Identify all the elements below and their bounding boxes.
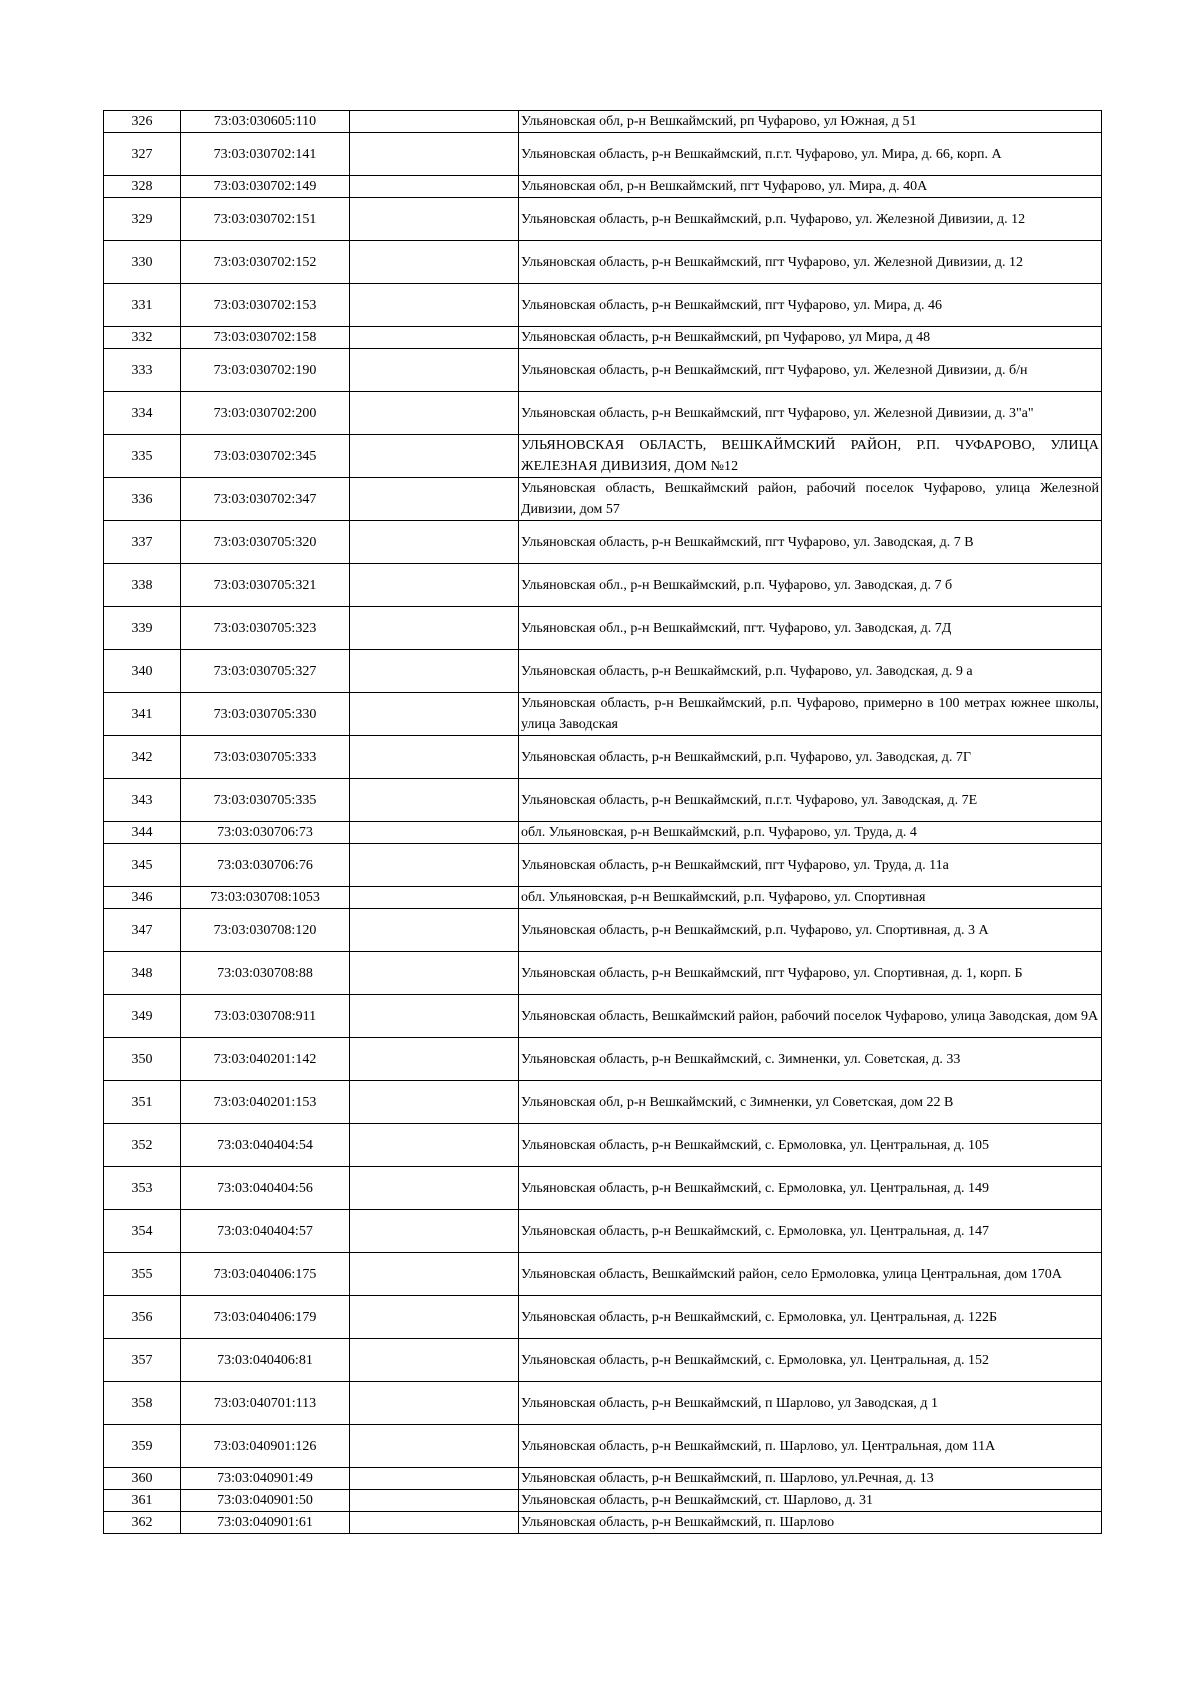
table-row xyxy=(104,607,1102,650)
empty-cell xyxy=(350,1124,519,1167)
address: обл. Ульяновская, р-н Вешкаймский, р.п. Чуфарово, ул. Спортивная xyxy=(519,887,1102,909)
row-number: 347 xyxy=(104,909,181,952)
row-number: 349 xyxy=(104,995,181,1038)
empty-cell xyxy=(350,736,519,779)
empty-cell xyxy=(350,521,519,564)
cadastral-number: 73:03:040901:49 xyxy=(181,1468,350,1490)
empty-cell xyxy=(350,111,519,133)
empty-cell xyxy=(350,844,519,887)
table-row xyxy=(104,650,1102,693)
empty-cell xyxy=(350,1081,519,1124)
empty-cell xyxy=(350,1167,519,1210)
address: Ульяновская область, Вешкаймский район, село Ермоловка, улица Центральная, дом 170А xyxy=(519,1253,1102,1296)
table-row xyxy=(104,693,1102,736)
empty-cell xyxy=(350,133,519,176)
address: Ульяновская область, р-н Вешкаймский, ст. Шарлово, д. 31 xyxy=(519,1490,1102,1512)
address: Ульяновская обл, р-н Вешкаймский, рп Чуфарово, ул Южная, д 51 xyxy=(519,111,1102,133)
empty-cell xyxy=(350,1296,519,1339)
row-number: 336 xyxy=(104,478,181,521)
address: Ульяновская область, р-н Вешкаймский, пгт Чуфарово, ул. Железной Дивизии, д. 12 xyxy=(519,241,1102,284)
empty-cell xyxy=(350,241,519,284)
table-row xyxy=(104,1124,1102,1167)
table-row xyxy=(104,349,1102,392)
address: Ульяновская область, р-н Вешкаймский, пгт Чуфарово, ул. Железной Дивизии, д. 3"а" xyxy=(519,392,1102,435)
table-row xyxy=(104,1382,1102,1425)
cadastral-number: 73:03:030605:110 xyxy=(181,111,350,133)
empty-cell xyxy=(350,952,519,995)
empty-cell xyxy=(350,607,519,650)
cadastral-number: 73:03:030702:153 xyxy=(181,284,350,327)
cadastral-number: 73:03:030702:347 xyxy=(181,478,350,521)
row-number: 353 xyxy=(104,1167,181,1210)
address: Ульяновская область, р-н Вешкаймский, пгт Чуфарово, ул. Заводская, д. 7 В xyxy=(519,521,1102,564)
address: Ульяновская обл, р-н Вешкаймский, с Зимненки, ул Советская, дом 22 В xyxy=(519,1081,1102,1124)
cadastral-number: 73:03:030702:149 xyxy=(181,176,350,198)
cadastral-number: 73:03:040404:57 xyxy=(181,1210,350,1253)
table-row xyxy=(104,1490,1102,1512)
table-row xyxy=(104,1468,1102,1490)
address: Ульяновская область, Вешкаймский район, рабочий поселок Чуфарово, улица Заводская, дом 9А xyxy=(519,995,1102,1038)
row-number: 327 xyxy=(104,133,181,176)
address: Ульяновская область, р-н Вешкаймский, п.г.т. Чуфарово, ул. Мира, д. 66, корп. А xyxy=(519,133,1102,176)
row-number: 361 xyxy=(104,1490,181,1512)
address: УЛЬЯНОВСКАЯ ОБЛАСТЬ, ВЕШКАЙМСКИЙ РАЙОН, Р.П. ЧУФАРОВО, УЛИЦА ЖЕЛЕЗНАЯ ДИВИЗИЯ, ДОМ №12 xyxy=(519,435,1102,478)
table-row xyxy=(104,909,1102,952)
address: Ульяновская область, р-н Вешкаймский, с. Ермоловка, ул. Центральная, д. 147 xyxy=(519,1210,1102,1253)
empty-cell xyxy=(350,564,519,607)
address: Ульяновская область, р-н Вешкаймский, р.п. Чуфарово, ул. Заводская, д. 7Г xyxy=(519,736,1102,779)
table-row xyxy=(104,521,1102,564)
empty-cell xyxy=(350,1490,519,1512)
row-number: 359 xyxy=(104,1425,181,1468)
row-number: 345 xyxy=(104,844,181,887)
table-row xyxy=(104,133,1102,176)
row-number: 354 xyxy=(104,1210,181,1253)
table-row xyxy=(104,284,1102,327)
empty-cell xyxy=(350,478,519,521)
row-number: 333 xyxy=(104,349,181,392)
table-row xyxy=(104,1167,1102,1210)
table-row xyxy=(104,435,1102,478)
row-number: 344 xyxy=(104,822,181,844)
cadastral-number: 73:03:030705:320 xyxy=(181,521,350,564)
address: Ульяновская обл, р-н Вешкаймский, пгт Чуфарово, ул. Мира, д. 40А xyxy=(519,176,1102,198)
row-number: 350 xyxy=(104,1038,181,1081)
empty-cell xyxy=(350,1210,519,1253)
cadastral-number: 73:03:040404:54 xyxy=(181,1124,350,1167)
cadastral-number: 73:03:030702:190 xyxy=(181,349,350,392)
address: Ульяновская область, р-н Вешкаймский, рп Чуфарово, ул Мира, д 48 xyxy=(519,327,1102,349)
cadastral-number: 73:03:040406:175 xyxy=(181,1253,350,1296)
table-row xyxy=(104,564,1102,607)
empty-cell xyxy=(350,1382,519,1425)
empty-cell xyxy=(350,693,519,736)
table-row xyxy=(104,1081,1102,1124)
row-number: 334 xyxy=(104,392,181,435)
row-number: 339 xyxy=(104,607,181,650)
table-row xyxy=(104,327,1102,349)
address: обл. Ульяновская, р-н Вешкаймский, р.п. Чуфарово, ул. Труда, д. 4 xyxy=(519,822,1102,844)
row-number: 357 xyxy=(104,1339,181,1382)
cadastral-number: 73:03:030705:330 xyxy=(181,693,350,736)
row-number: 362 xyxy=(104,1512,181,1534)
cadastral-number: 73:03:030705:327 xyxy=(181,650,350,693)
address: Ульяновская область, р-н Вешкаймский, пгт Чуфарово, ул. Мира, д. 46 xyxy=(519,284,1102,327)
cadastral-number: 73:03:030706:76 xyxy=(181,844,350,887)
empty-cell xyxy=(350,995,519,1038)
cadastral-number: 73:03:030705:323 xyxy=(181,607,350,650)
table-row xyxy=(104,1339,1102,1382)
row-number: 330 xyxy=(104,241,181,284)
row-number: 337 xyxy=(104,521,181,564)
row-number: 343 xyxy=(104,779,181,822)
table-row xyxy=(104,1253,1102,1296)
address: Ульяновская область, р-н Вешкаймский, п.г.т. Чуфарово, ул. Заводская, д. 7Е xyxy=(519,779,1102,822)
cadastral-number: 73:03:030706:73 xyxy=(181,822,350,844)
address: Ульяновская область, р-н Вешкаймский, с. Ермоловка, ул. Центральная, д. 105 xyxy=(519,1124,1102,1167)
table-row xyxy=(104,1038,1102,1081)
address: Ульяновская область, р-н Вешкаймский, пгт Чуфарово, ул. Труда, д. 11а xyxy=(519,844,1102,887)
cadastral-number: 73:03:030708:911 xyxy=(181,995,350,1038)
row-number: 331 xyxy=(104,284,181,327)
row-number: 342 xyxy=(104,736,181,779)
cadastral-number: 73:03:040406:81 xyxy=(181,1339,350,1382)
empty-cell xyxy=(350,1038,519,1081)
cadastral-number: 73:03:030702:345 xyxy=(181,435,350,478)
table-row xyxy=(104,1210,1102,1253)
cadastral-number: 73:03:030705:321 xyxy=(181,564,350,607)
table-row xyxy=(104,779,1102,822)
empty-cell xyxy=(350,1468,519,1490)
address: Ульяновская область, р-н Вешкаймский, пгт Чуфарово, ул. Спортивная, д. 1, корп. Б xyxy=(519,952,1102,995)
cadastral-number: 73:03:040901:50 xyxy=(181,1490,350,1512)
empty-cell xyxy=(350,1425,519,1468)
address: Ульяновская область, р-н Вешкаймский, п. Шарлово xyxy=(519,1512,1102,1534)
empty-cell xyxy=(350,779,519,822)
cadastral-number: 73:03:030708:88 xyxy=(181,952,350,995)
address: Ульяновская область, р-н Вешкаймский, с. Ермоловка, ул. Центральная, д. 149 xyxy=(519,1167,1102,1210)
table-row xyxy=(104,198,1102,241)
empty-cell xyxy=(350,1253,519,1296)
row-number: 348 xyxy=(104,952,181,995)
row-number: 335 xyxy=(104,435,181,478)
address: Ульяновская область, р-н Вешкаймский, р.п. Чуфарово, ул. Спортивная, д. 3 А xyxy=(519,909,1102,952)
empty-cell xyxy=(350,435,519,478)
cadastral-number: 73:03:040406:179 xyxy=(181,1296,350,1339)
row-number: 326 xyxy=(104,111,181,133)
address: Ульяновская область, р-н Вешкаймский, р.п. Чуфарово, ул. Заводская, д. 9 а xyxy=(519,650,1102,693)
empty-cell xyxy=(350,392,519,435)
row-number: 360 xyxy=(104,1468,181,1490)
table-row xyxy=(104,844,1102,887)
row-number: 341 xyxy=(104,693,181,736)
row-number: 351 xyxy=(104,1081,181,1124)
cadastral-number: 73:03:030708:1053 xyxy=(181,887,350,909)
row-number: 332 xyxy=(104,327,181,349)
row-number: 356 xyxy=(104,1296,181,1339)
address: Ульяновская обл., р-н Вешкаймский, р.п. Чуфарово, ул. Заводская, д. 7 б xyxy=(519,564,1102,607)
cadastral-number: 73:03:030702:151 xyxy=(181,198,350,241)
cadastral-number: 73:03:030702:200 xyxy=(181,392,350,435)
table-row xyxy=(104,1512,1102,1534)
table-row xyxy=(104,392,1102,435)
row-number: 358 xyxy=(104,1382,181,1425)
cadastral-number: 73:03:030702:141 xyxy=(181,133,350,176)
address: Ульяновская обл., р-н Вешкаймский, пгт. Чуфарово, ул. Заводская, д. 7Д xyxy=(519,607,1102,650)
cadastral-number: 73:03:040404:56 xyxy=(181,1167,350,1210)
address: Ульяновская область, р-н Вешкаймский, р.п. Чуфарово, примерно в 100 метрах южнее школы, улица Заводская xyxy=(519,693,1102,736)
table-row xyxy=(104,822,1102,844)
table-row xyxy=(104,176,1102,198)
address: Ульяновская область, Вешкаймский район, рабочий поселок Чуфарово, улица Железной Дивизии, дом 57 xyxy=(519,478,1102,521)
address: Ульяновская область, р-н Вешкаймский, р.п. Чуфарово, ул. Железной Дивизии, д. 12 xyxy=(519,198,1102,241)
row-number: 340 xyxy=(104,650,181,693)
cadastral-number: 73:03:030702:158 xyxy=(181,327,350,349)
table-row xyxy=(104,1296,1102,1339)
table-row xyxy=(104,1425,1102,1468)
address: Ульяновская область, р-н Вешкаймский, п. Шарлово, ул.Речная, д. 13 xyxy=(519,1468,1102,1490)
empty-cell xyxy=(350,349,519,392)
address: Ульяновская область, р-н Вешкаймский, с. Ермоловка, ул. Центральная, д. 122Б xyxy=(519,1296,1102,1339)
table-row xyxy=(104,995,1102,1038)
empty-cell xyxy=(350,284,519,327)
row-number: 328 xyxy=(104,176,181,198)
table-row xyxy=(104,478,1102,521)
empty-cell xyxy=(350,327,519,349)
empty-cell xyxy=(350,1339,519,1382)
row-number: 329 xyxy=(104,198,181,241)
row-number: 355 xyxy=(104,1253,181,1296)
address: Ульяновская область, р-н Вешкаймский, с. Ермоловка, ул. Центральная, д. 152 xyxy=(519,1339,1102,1382)
cadastral-number: 73:03:040901:126 xyxy=(181,1425,350,1468)
cadastral-number: 73:03:030702:152 xyxy=(181,241,350,284)
address: Ульяновская область, р-н Вешкаймский, п. Шарлово, ул. Центральная, дом 11А xyxy=(519,1425,1102,1468)
table-row xyxy=(104,887,1102,909)
cadastral-number: 73:03:040901:61 xyxy=(181,1512,350,1534)
table-row xyxy=(104,111,1102,133)
empty-cell xyxy=(350,822,519,844)
cadastral-number: 73:03:040201:142 xyxy=(181,1038,350,1081)
empty-cell xyxy=(350,650,519,693)
registry-table-body xyxy=(104,111,1102,1534)
cadastral-number: 73:03:040201:153 xyxy=(181,1081,350,1124)
address: Ульяновская область, р-н Вешкаймский, п Шарлово, ул Заводская, д 1 xyxy=(519,1382,1102,1425)
table-row xyxy=(104,241,1102,284)
row-number: 338 xyxy=(104,564,181,607)
empty-cell xyxy=(350,1512,519,1534)
table-row xyxy=(104,736,1102,779)
row-number: 346 xyxy=(104,887,181,909)
table-row xyxy=(104,952,1102,995)
empty-cell xyxy=(350,887,519,909)
address: Ульяновская область, р-н Вешкаймский, с. Зимненки, ул. Советская, д. 33 xyxy=(519,1038,1102,1081)
cadastral-number: 73:03:040701:113 xyxy=(181,1382,350,1425)
empty-cell xyxy=(350,176,519,198)
cadastral-number: 73:03:030705:335 xyxy=(181,779,350,822)
registry-page xyxy=(103,110,1101,1534)
empty-cell xyxy=(350,909,519,952)
cadastral-number: 73:03:030708:120 xyxy=(181,909,350,952)
cadastral-number: 73:03:030705:333 xyxy=(181,736,350,779)
empty-cell xyxy=(350,198,519,241)
address: Ульяновская область, р-н Вешкаймский, пгт Чуфарово, ул. Железной Дивизии, д. б/н xyxy=(519,349,1102,392)
row-number: 352 xyxy=(104,1124,181,1167)
registry-table xyxy=(103,110,1102,1534)
